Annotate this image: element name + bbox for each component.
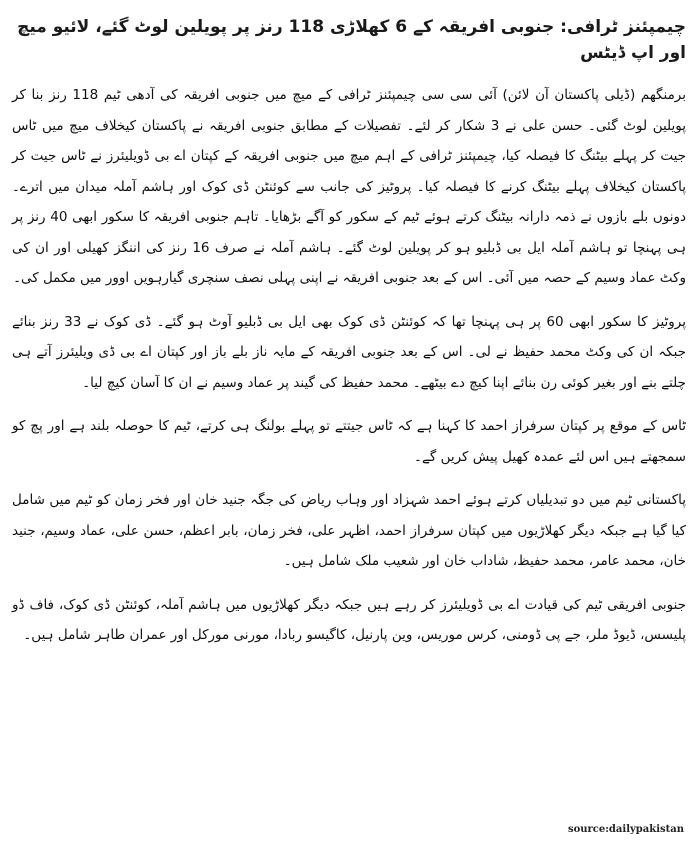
article-paragraph-4: پاکستانی ٹیم میں دو تبدیلیاں کرتے ہوئے احمد شہزاد اور وہاب ریاض کی جگہ جنید خان اور فخر زمان کو ٹیم میں شامل کیا گیا ہے جبکہ دیگر کھلاڑیوں میں کپتان سرفراز احمد، اظہر علی، فخر زمان، بابر اعظم، حسن علی، عماد وسیم، جنید خان، محمد عامر، محمد حفیظ، شاداب خان اور شعیب ملک شامل ہیں۔ [12, 492, 686, 569]
article-paragraph-1: برمنگھم (ڈیلی پاکستان آن لائن) آئی سی سی چیمپئنز ٹرافی کے میچ میں جنوبی افریقہ کی آدھی ٹیم 118 رنز بنا کر پویلین لوٹ گئی۔ حسن علی نے 3 شکار کر لئے۔ تفصیلات کے مطابق جنوبی افریقہ نے پاکستان کیخلاف میچ میں ٹاس جیت کر پہلے بیٹنگ کا فیصلہ کیا، چیمپئنز ٹرافی کے اہم میچ میں جنوبی افریقہ کے کپتان اے بی ڈویلیئرز نے ٹاس جیت کر پاکستان کیخلاف پہلے بیٹنگ کرنے کا فیصلہ کیا۔ پروٹیز کی جانب سے کوئنٹن ڈی کوک اور ہاشم آملہ میدان میں اترے۔ دونوں بلے بازوں نے ذمہ دارانہ بیٹنگ کرتے ہوئے ٹیم کے سکور کو آگے بڑھایا۔ تاہم جنوبی افریقہ کا سکور ابھی 40 رنز پر ہی پہنچا تو ہاشم آملہ ایل بی ڈبلیو ہو کر پویلین لوٹ گئے۔ ہاشم آملہ نے صرف 16 رنز کی اننگز کھیلی اور ان کی وکٹ عماد وسیم کے حصہ میں آئی۔ اس کے بعد جنوبی افریقہ نے اپنی پہلی نصف سنچری گیارہویں اوور میں مکمل کی۔ [12, 87, 687, 286]
article-paragraph-5: جنوبی افریقی ٹیم کی قیادت اے بی ڈویلیئرز کر رہے ہیں جبکہ دیگر کھلاڑیوں میں ہاشم آملہ، کوئنٹن ڈی کوک، فاف ڈو پلیسس، ڈیوڈ ملر، جے پی ڈومنی، کرس موریس، وین پارنیل، کاگیسو ربادا، مورنی مورکل اور عمران طاہر شامل ہیں۔ [12, 596, 686, 643]
article-paragraph-2: پروٹیز کا سکور ابھی 60 پر ہی پہنچا تھا کہ کوئنٹن ڈی کوک بھی ایل بی ڈبلیو آوٹ ہو گئے۔ ڈی کوک نے 33 رنز بنائے جبکہ ان کی وکٹ محمد حفیظ نے لی۔ اس کے بعد جنوبی افریقہ کے مایہ ناز بلے باز اور کپتان اے بی ڈی ویلیئرز آتے ہی چلتے بنے اور بغیر کوئی رن بنائے اپنا کیچ دے بیٹھے۔ محمد حفیظ کی گیند پر عماد وسیم نے ان کا آسان کیچ لیا۔ [12, 313, 686, 391]
source-credit: source:dailypakistan [567, 824, 684, 835]
article-headline: چیمپئنز ٹرافی: جنوبی افریقہ کے 6 کھلاڑی 118 رنز پر پویلین لوٹ گئے، لائیو میچ اور اپ ڈیٹس [17, 17, 686, 63]
article-paragraph-3: ٹاس کے موقع پر کپتان سرفراز احمد کا کہنا ہے کہ ٹاس جیتتے تو پہلے بولنگ ہی کرتے، ٹیم کا حوصلہ بلند ہے اور پچ کو سمجھتے ہیں اس لئے عمدہ کھیل پیش کریں گے۔ [12, 418, 686, 465]
